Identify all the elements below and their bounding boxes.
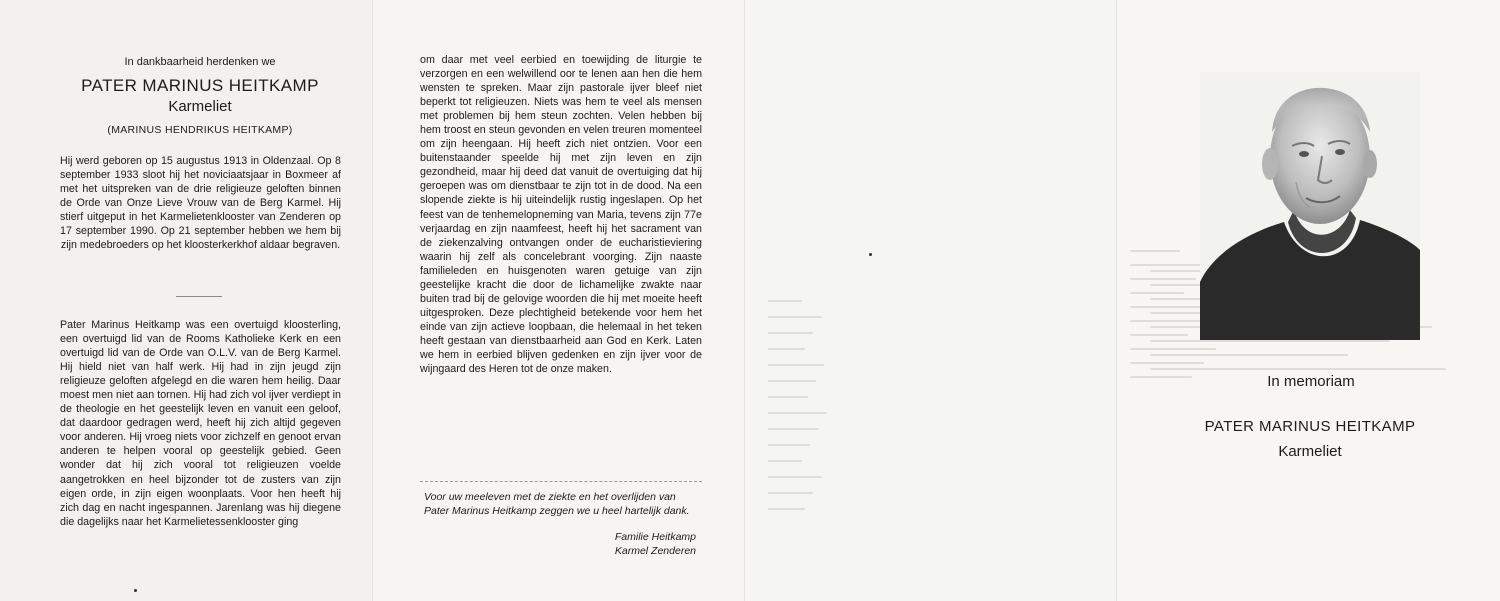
show-through-line: [768, 332, 813, 334]
portrait-photo: [1200, 72, 1420, 340]
show-through-line: [1130, 278, 1196, 280]
show-through-line: [1130, 320, 1200, 322]
show-through-line: [768, 428, 819, 430]
show-through-line: [768, 412, 827, 414]
show-through-line: [1130, 376, 1192, 378]
show-through-line: [1130, 292, 1184, 294]
biography-paragraph: Hij werd geboren op 15 augustus 1913 in Oldenzaal. Op 8 september 1933 sloot hij het noviciaatsjaar in Boxmeer af met het uitspreken van de drie religieuze geloften binnen de Orde van Onze Lieve Vrouw van de Berg Karmel. Hij stierf uitgeput in het Karmelietenklooster van Zenderen op 17 september 1990. Op 21 september hebben we hem bij zijn medebroeders op het kloosterkerkhof aldaar begraven.: [60, 155, 341, 252]
show-through-line: [768, 396, 808, 398]
front-order: Karmeliet: [1278, 443, 1342, 460]
biography-paragraph: Pater Marinus Heitkamp was een overtuigd kloosterling, een overtuigd lid van de Rooms Katholieke Kerk en een overtuigd lid van de Orde van O.L.V. van de Berg Karmel. Hij hield niet van half werk. Hij had in zijn jeugd zijn religieuze geloften afgelegd en die waren hem heilig. Daar moest men niet aan tornen. Hij had zich vol ijver verdiept in de theologie en het geestelijk leven en vanuit een geloof, dat daardoor gedragen werd, heeft hij zich altijd gegeven voor anderen. Hij vroeg niets voor zichzelf en genoot ervan anderen te helpen vooral op geestelijk gebied. Geen wonder dat hij zich vooral tot religieuzen voelde aangetrokken en heel bijzonder tot de zusters van zijn eigen orde, in zijn eigen woonplaats. Voor hen heeft hij zich dag en nacht ingespannen. Jarenlang was hij diegene die dagelijks naar het Karmelietessenklooster ging: [60, 319, 341, 528]
show-through-line: [768, 460, 802, 462]
show-through-line: [1130, 264, 1208, 266]
signature-carmel: Karmel Zenderen: [614, 545, 696, 557]
show-through-line: [768, 316, 822, 318]
paper-speck: [134, 589, 137, 592]
show-through-line: [1150, 340, 1390, 342]
show-through-line: [1130, 334, 1188, 336]
show-through-line: [768, 300, 802, 302]
paper-speck: [869, 253, 872, 256]
show-through-line: [768, 380, 816, 382]
show-through-line: [1130, 362, 1204, 364]
biography-paragraph: om daar met veel eerbied en toewijding de liturgie te verzorgen en een welwillend oor te lenen aan hen die hem wensten te spreken. Maar zijn pastorale ijver bleef niet beperkt tot religieuzen. Niets was hem te veel als mensen met problemen bij hem steun zochten. Velen hebben bij hem troost en steun gevonden en velen treuren momenteel om zijn heengaan. Hij heeft zich niet ontzien. Voor een buitenstaander speelde hij met zijn leven en zijn gezondheid, maar hij deed dat vanuit de overtuiging dat hij geroepen was om dienstbaar te zijn tot in de dood. Na een slopende ziekte is hij uiteindelijk rustig ingeslapen. Op het feest van de tenhemelopneming van Maria, tevens zijn 77e verjaardag en zijn naamfeest, heeft hij het sacrament van de ziekenzalving ontvangen onder de eucharistieviering waarin hij zelf als concelebrant voorging. Zijn naaste familieleden en huisgenoten waren getuige van zijn geestelijke kracht die door de lichamelijke zwakte naar buiten trad bij de gelovige woorden die hij met moeite heeft uitgesproken. Deze plechtigheid betekende voor hem het einde van zijn actieve loopbaan, die helemaal in het teken heeft gestaan van dienstbaarheid aan God en Kerk. Laten we hem in eerbied blijven gedenken en zijn ijver voor de wijngaard des Heren tot de onze maken.: [420, 54, 702, 376]
show-through-line: [768, 476, 822, 478]
in-memoriam-heading: In memoriam: [1267, 373, 1355, 390]
fold-line: [372, 0, 373, 601]
divider: [420, 481, 702, 482]
divider: [176, 296, 222, 297]
show-through-line: [768, 444, 810, 446]
front-name: PATER MARINUS HEITKAMP: [1204, 418, 1416, 435]
show-through-line: [768, 348, 805, 350]
signature-family: Familie Heitkamp: [614, 531, 696, 543]
show-through-line: [1150, 368, 1446, 370]
order-title: Karmeliet: [168, 98, 232, 115]
show-through-line: [768, 492, 813, 494]
full-name: (MARINUS HENDRIKUS HEITKAMP): [107, 124, 293, 136]
show-through-line: [768, 508, 805, 510]
thanks-note: Voor uw meeleven met de ziekte en het overlijden van Pater Marinus Heitkamp zeggen we u heel hartelijk dank.: [424, 491, 690, 517]
intro-line: In dankbaarheid herdenken we: [124, 56, 276, 68]
show-through-line: [768, 364, 824, 366]
fold-line: [744, 0, 745, 601]
deceased-name: PATER MARINUS HEITKAMP: [81, 76, 319, 95]
show-through-line: [1130, 348, 1216, 350]
show-through-line: [1130, 250, 1180, 252]
show-through-line: [1150, 354, 1348, 356]
